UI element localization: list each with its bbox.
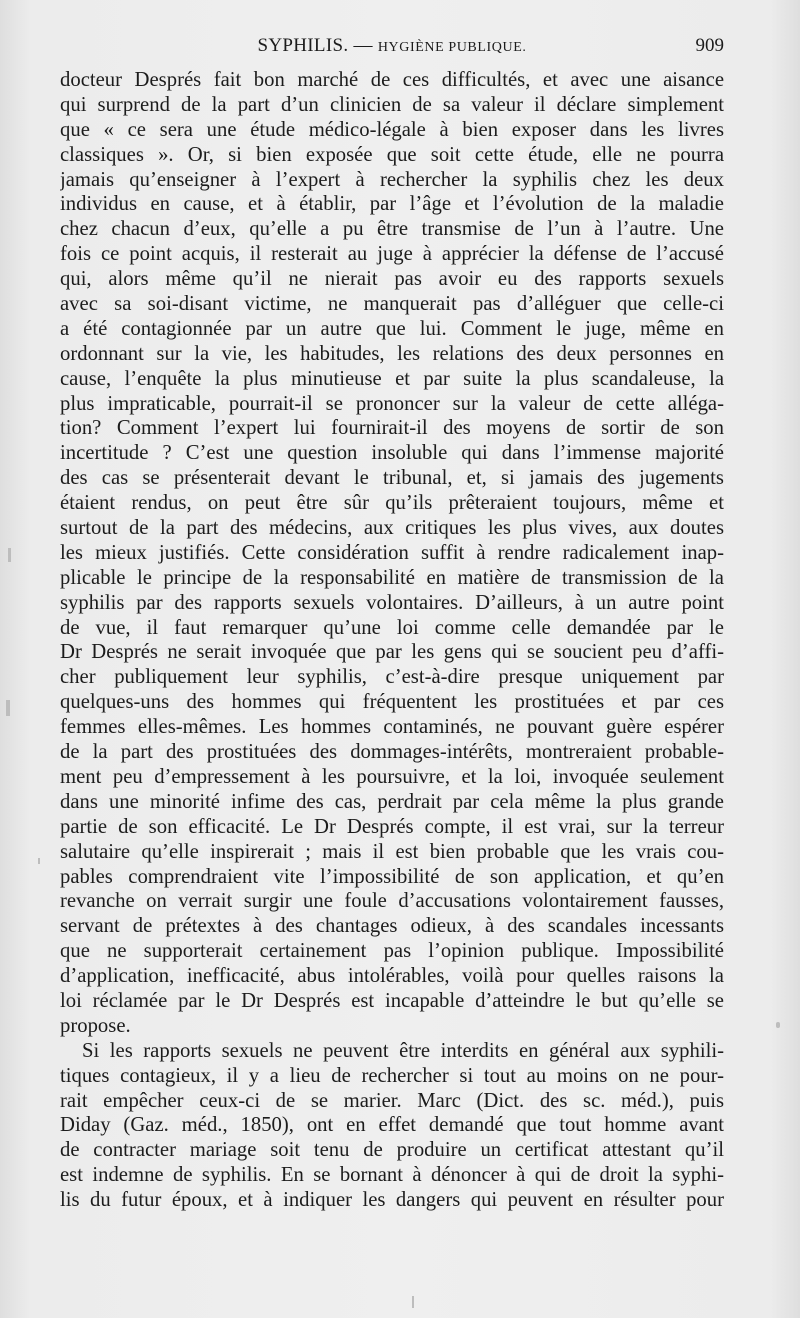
text-line: docteur Després fait bon marché de ces difficultés, et avec une aisance bbox=[60, 69, 724, 91]
paragraph bbox=[60, 68, 724, 1039]
text-line: classiques ». Or, si bien exposée que soit cette étude, elle ne pourra bbox=[60, 143, 724, 166]
text-line: partie de son efficacité. Le Dr Després compte, il est vrai, sur la terreur bbox=[60, 815, 724, 838]
text-line: Si les rapports sexuels ne peuvent être interdits en général aux syphili- bbox=[82, 1039, 724, 1062]
text-line: cher publiquement leur syphilis, c’est-à-dire presque uniquement par bbox=[60, 666, 724, 689]
text-line: individus en cause, et à établir, par l’âge et l’évolution de la maladie bbox=[60, 193, 724, 216]
margin-mark bbox=[776, 1022, 780, 1028]
text-line: qui surprend de la part d’un clinicien de sa valeur il déclare simplement bbox=[60, 93, 724, 116]
text-line: tion? Comment l’expert lui fournirait-il des moyens de sortir de son bbox=[60, 417, 724, 440]
header-subtopic: HYGIÈNE PUBLIQUE. bbox=[377, 40, 527, 55]
text-line: d’application, inefficacité, abus intolérables, voilà pour quelles raisons la bbox=[60, 965, 724, 988]
header-dash: — bbox=[353, 35, 373, 56]
text-line: syphilis par des rapports sexuels volontaires. D’ailleurs, à un autre point bbox=[60, 591, 724, 614]
text-line: servant de prétextes à des chantages odieux, à des scandales incessants bbox=[60, 915, 724, 938]
text-line: rait empêcher ceux-ci de se marier. Marc (Dict. des sc. méd.), puis bbox=[60, 1089, 724, 1112]
text-line: pables comprendraient vite l’impossibilité de son application, et qu’en bbox=[60, 865, 724, 888]
text-line: plus impraticable, pourrait-il se prononcer sur la valeur de cette alléga- bbox=[60, 392, 724, 415]
header-topic: SYPHILIS. bbox=[257, 35, 349, 56]
text-line: plicable le principe de la responsabilité en matière de transmission de la bbox=[60, 566, 724, 589]
text-line: étaient rendus, on peut être sûr qu’ils prêteraient toujours, même et bbox=[60, 492, 724, 515]
text-line: propose. bbox=[60, 1014, 131, 1037]
text-line: incertitude ? C’est une question insoluble qui dans l’immense majorité bbox=[60, 442, 724, 465]
text-line: de vue, il faut remarquer qu’une loi comme celle demandée par le bbox=[60, 616, 724, 639]
running-header bbox=[60, 32, 724, 60]
text-line: cause, l’enquête la plus minutieuse et par suite la plus scandaleuse, la bbox=[60, 367, 724, 390]
margin-mark bbox=[38, 858, 40, 864]
text-line: Diday (Gaz. méd., 1850), ont en effet demandé que tout homme avant bbox=[60, 1114, 724, 1137]
text-line: les mieux justifiés. Cette considération suffit à rendre radicalement inap- bbox=[60, 541, 724, 564]
body-text bbox=[60, 68, 724, 1213]
text-line: qui, alors même qu’il ne nierait pas avoir eu des rapports sexuels bbox=[60, 268, 724, 291]
text-line: avec sa soi-disant victime, ne manquerait pas d’alléguer que celle-ci bbox=[60, 293, 724, 316]
text-line: a été contagionnée par un autre que lui. Comment le juge, même en bbox=[60, 317, 724, 340]
text-line: ment peu d’empressement à les poursuivre, et la loi, invoquée seulement bbox=[60, 765, 724, 788]
text-line: jamais qu’enseigner à l’expert à rechercher la syphilis chez les deux bbox=[60, 168, 724, 191]
margin-mark bbox=[6, 700, 10, 716]
text-line: est indemne de syphilis. En se bornant à dénoncer à qui de droit la syphi- bbox=[60, 1164, 724, 1187]
text-line: surtout de la part des médecins, aux critiques les plus vives, aux doutes bbox=[60, 517, 724, 540]
text-line: de la part des prostituées des dommages-intérêts, montreraient probable- bbox=[60, 741, 724, 764]
text-line: ordonnant sur la vie, les habitudes, les relations des deux personnes en bbox=[60, 342, 724, 365]
text-line: fois ce point acquis, il resterait au juge à apprécier la défense de l’accusé bbox=[60, 243, 724, 266]
text-line: que ne supporterait certainement pas l’opinion publique. Impossibilité bbox=[60, 940, 724, 963]
text-line: tiques contagieux, il y a lieu de rechercher si tout au moins on ne pour- bbox=[60, 1064, 724, 1087]
running-title bbox=[60, 32, 724, 62]
text-line: chez chacun d’eux, qu’elle a pu être transmise de l’un à l’autre. Une bbox=[60, 218, 724, 241]
text-line: femmes elles-mêmes. Les hommes contaminés, ne pouvant guère espérer bbox=[60, 716, 724, 739]
text-line: loi réclamée par le Dr Després est incapable d’atteindre le but qu’elle se bbox=[60, 989, 724, 1012]
text-line: des cas se présenterait devant le tribunal, et, si jamais des jugements bbox=[60, 467, 724, 490]
text-line: de contracter mariage soit tenu de produire un certificat attestant qu’il bbox=[60, 1139, 724, 1162]
margin-mark bbox=[412, 1296, 414, 1308]
text-line: lis du futur époux, et à indiquer les dangers qui peuvent en résulter pour bbox=[60, 1189, 724, 1212]
text-line: quelques-uns des hommes qui fréquentent les prostituées et par ces bbox=[60, 691, 724, 714]
text-line: salutaire qu’elle inspirerait ; mais il est bien probable que les vrais cou- bbox=[60, 840, 724, 863]
text-line: que « ce sera une étude médico-légale à bien exposer dans les livres bbox=[60, 118, 724, 141]
text-line: dans une minorité infime des cas, perdrait par cela même la plus grande bbox=[60, 790, 724, 813]
text-line: revanche on verrait surgir une foule d’accusations volontairement fausses, bbox=[60, 890, 724, 913]
text-line: Dr Després ne serait invoquée que par les gens qui se soucient peu d’affi- bbox=[60, 641, 724, 664]
margin-mark bbox=[8, 548, 11, 562]
page-number: 909 bbox=[695, 35, 724, 56]
paragraph bbox=[60, 1039, 724, 1213]
